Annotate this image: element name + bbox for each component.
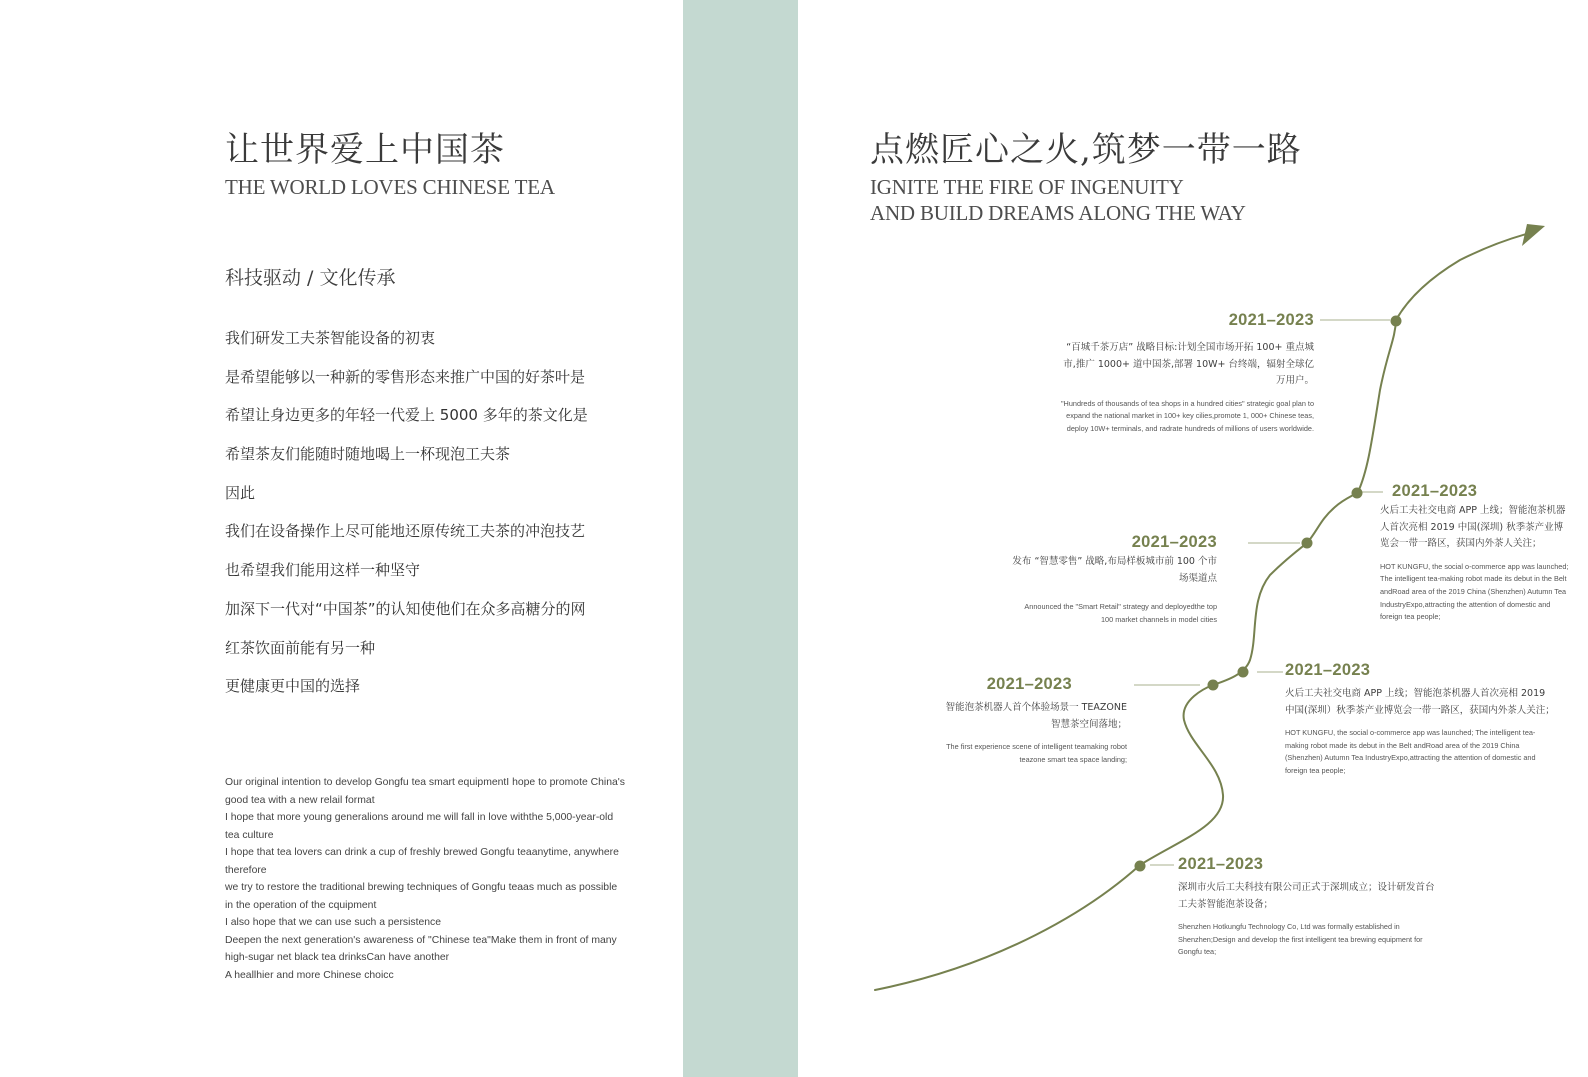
milestone-en-text: Announced the "Smart Retail" strategy and deployedthe top 100 market channels in model cities xyxy=(1024,602,1217,624)
right-title-en-line-1: IGNITE THE FIRE OF INGENUITY xyxy=(870,175,1184,199)
cn-line: 更健康更中国的选择 xyxy=(225,677,361,696)
milestone-5 xyxy=(945,674,1127,766)
milestone-6 xyxy=(1178,854,1438,959)
milestone-year: 2021–2023 xyxy=(1131,533,1217,551)
milestone-2 xyxy=(1380,481,1570,624)
cn-line: 希望茶友们能随时随地喝上一杯现泡工夫茶 xyxy=(225,445,511,464)
cn-line: 希望让身边更多的年轻一代爱上 5000 多年的茶文化是 xyxy=(225,406,588,425)
left-title-cn: 让世界爱上中国茶 xyxy=(225,130,505,170)
milestone-year: 2021–2023 xyxy=(1285,661,1371,679)
milestone-en-text: "Hundreds of thousands of tea shops in a hundred cities" strategic goal plan to expand the national market in 100+ key cilies,promote 1, 000+ Chinese teas, deploy 10W+ terminals, and radrate hundreds of millions of users worldwide. xyxy=(1060,398,1314,433)
milestone-4 xyxy=(1285,660,1555,778)
cn-line: 是希望能够以一种新的零售形态来推广中国的好茶叶是 xyxy=(225,367,586,386)
cn-line: 我们研发工夫茶智能设备的初衷 xyxy=(225,329,436,347)
en-line: I also hope that we can use such a persistence xyxy=(225,917,442,928)
en-line: Our original intention to develop Gongfu tea smart equipmentI hope to promote China's good tea with a new relail format xyxy=(225,777,625,806)
milestone-en-text: The first experience scene of intelligent teamaking robot teazone smart tea space landing; xyxy=(946,742,1127,764)
milestone-dot xyxy=(1208,680,1219,691)
milestone-year: 2021–2023 xyxy=(1228,311,1314,329)
en-line: A heallhier and more Chinese choicc xyxy=(225,969,394,981)
milestone-cn-text: 智能泡茶机器人首个体验场景一 TEAZONE 智慧茶空间落地； xyxy=(945,702,1127,730)
en-line: Deepen the next generation's awareness of "Chinese tea"Make them in front of many high-sugar net black tea drinksCan have another xyxy=(225,934,617,963)
milestone-3 xyxy=(1012,532,1217,626)
milestone-year: 2021–2023 xyxy=(1178,855,1264,873)
cn-line: 因此 xyxy=(225,483,256,502)
milestone-en-text: HOT KUNGFU, the social o-commerce app was launched; The intelligent tea-making robot made its debut in the Belt andRoad area of the 2019 China (Shenzhen) Autumn Tea IndustryExpo,attracting the attention of domestic and foreign tea people; xyxy=(1285,728,1536,776)
en-line: I hope that tea lovers can drink a cup of freshly brewed Gongfu teaanytime, anywhere xyxy=(225,847,619,858)
milestone-cn-text: 发布 “智慧零售” 战略,布局样板城市前 100 个市场渠道点 xyxy=(1012,556,1217,584)
milestone-en-text: HOT KUNGFU, the social o-commerce app was launched; The intelligent tea-making robot made its debut in the Belt andRoad area of the 2019 China (Shenzhen) Autumn Tea IndustryExpo,attracting the attention of domestic and foreign tea people; xyxy=(1380,561,1569,622)
right-title-en-line-2: AND BUILD DREAMS ALONG THE WAY xyxy=(870,201,1246,225)
cn-line: 我们在设备操作上尽可能地还原传统工夫茶的冲泡技艺 xyxy=(225,522,586,541)
milestone-cn-text: 深圳市火后工夫科技有限公司正式于深圳成立；设计研发首台工夫茶智能泡茶设备； xyxy=(1178,882,1435,910)
cn-line: 也希望我们能用这样一种坚守 xyxy=(225,561,421,580)
milestone-1 xyxy=(1060,310,1314,436)
right-title-cn: 点燃匠心之火,筑梦一带一路 xyxy=(870,130,1302,170)
cn-line: 加深下一代对“中国茶”的认知使他们在众多高糖分的网 xyxy=(225,599,586,618)
cn-line: 红茶饮面前能有另一种 xyxy=(225,638,376,657)
milestone-dot xyxy=(1135,861,1146,872)
milestone-year: 2021–2023 xyxy=(1392,482,1478,500)
en-line: we try to restore the traditional brewing techniques of Gongfu teaas much as possible in the operation of the cquipment xyxy=(225,882,618,911)
milestone-cn-text: “百城千茶万店” 战略目标:计划全国市场开拓 100+ 重点城市,推广 1000+ 道中国茶,部署 10W+ 台终端，辐射全球亿万用户。 xyxy=(1063,342,1314,386)
milestone-dot xyxy=(1238,667,1249,678)
milestone-dot xyxy=(1391,316,1402,327)
timeline-arrowhead xyxy=(1522,224,1545,246)
milestone-year: 2021–2023 xyxy=(986,675,1072,693)
milestone-dot xyxy=(1302,538,1313,549)
tagline: 科技驱动 / 文化传承 xyxy=(225,267,396,289)
milestone-cn-text: 火后工夫社交电商 APP 上线；智能泡茶机器人首次亮相 2019 中国(深圳) 秋季茶产业博览会一带一路区，获国内外茶人关注； xyxy=(1380,505,1566,549)
milestone-en-text: Shenzhen Hotkungfu Technology Co, Ltd was formally established in Shenzhen;Design and develop the first intelligent tea brewing equipment for Gongfu tea; xyxy=(1178,922,1423,957)
milestone-dot xyxy=(1352,488,1363,499)
left-title-en: THE WORLD LOVES CHINESE TEA xyxy=(225,175,555,199)
milestone-cn-text: 火后工夫社交电商 APP 上线；智能泡茶机器人首次亮相 2019 中国(深圳）秋季茶产业博览会一带一路区，获国内外茶人关注； xyxy=(1285,688,1555,716)
en-line: I hope that more young generalions around me will fall in love withthe 5,000-year-old tea culture xyxy=(225,812,614,841)
en-line: therefore xyxy=(225,864,267,876)
